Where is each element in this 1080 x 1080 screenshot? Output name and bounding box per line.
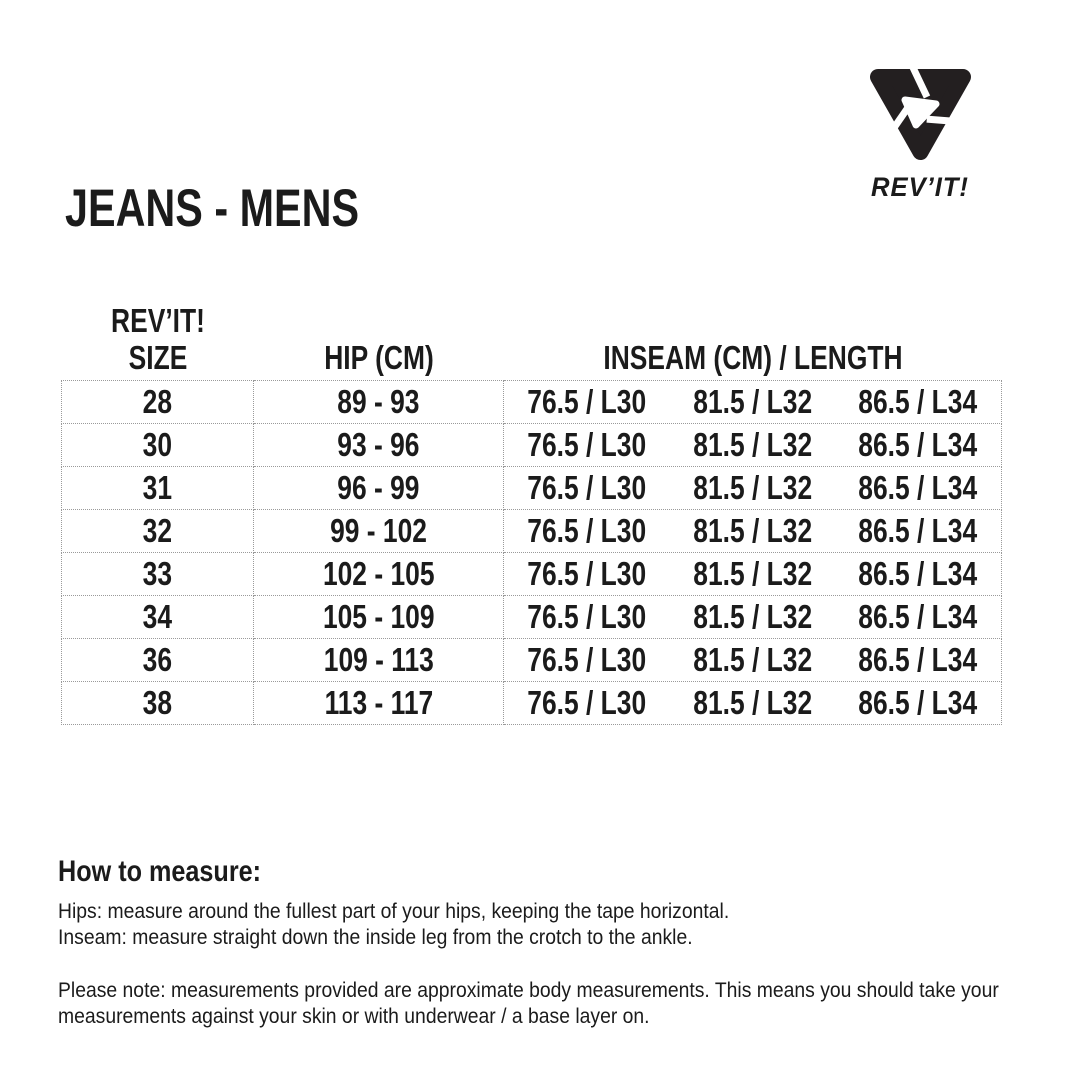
size-value: 32	[142, 512, 173, 549]
size-value: 36	[142, 641, 173, 678]
inseam-cell	[504, 467, 1002, 510]
instruction-line: Inseam: measure straight down the inside leg from the crotch to the ankle.	[58, 925, 693, 949]
brand-logo	[845, 61, 995, 203]
hip-cell	[254, 424, 504, 467]
brand-wordmark: REV’IT!	[871, 172, 969, 202]
instruction-lines	[58, 898, 1080, 950]
size-row-31	[62, 467, 1002, 510]
note-lines	[58, 977, 1080, 1029]
size-value: 31	[142, 469, 173, 506]
size-table-body	[62, 381, 1002, 725]
hip-cell	[254, 381, 504, 424]
size-value: 28	[142, 383, 173, 420]
inseam-value: 76.5 / L30	[527, 383, 647, 420]
hip-cell	[254, 467, 504, 510]
page-title: JEANS - MENS	[65, 179, 360, 238]
inseam-value: 86.5 / L34	[858, 383, 978, 420]
inseam-value: 76.5 / L30	[527, 426, 647, 463]
hip-cell	[254, 639, 504, 682]
how-to-measure-section	[58, 856, 1080, 1029]
size-row-32	[62, 510, 1002, 553]
hip-cell	[254, 682, 504, 725]
inseam-value: 86.5 / L34	[858, 426, 978, 463]
inseam-value: 86.5 / L34	[858, 684, 978, 721]
size-cell	[62, 381, 254, 424]
size-value: 33	[142, 555, 173, 592]
size-table-header	[62, 299, 1002, 381]
inseam-value: 86.5 / L34	[858, 641, 978, 678]
hip-value: 113 - 117	[324, 684, 433, 721]
revit-shield-icon	[863, 61, 978, 163]
header-row	[62, 299, 1002, 381]
size-column-header	[62, 299, 254, 381]
size-cell	[62, 424, 254, 467]
inseam-cell	[504, 510, 1002, 553]
size-row-33	[62, 553, 1002, 596]
size-cell	[62, 682, 254, 725]
inseam-value: 81.5 / L32	[693, 684, 812, 721]
hip-value: 89 - 93	[337, 383, 420, 420]
hip-value: 99 - 102	[330, 512, 427, 549]
inseam-value: 81.5 / L32	[693, 469, 812, 506]
inseam-value: 86.5 / L34	[858, 469, 978, 506]
inseam-cell	[504, 381, 1002, 424]
size-cell	[62, 553, 254, 596]
note-line: Please note: measurements provided are approximate body measurements. This means you should take your	[58, 978, 999, 1002]
size-header-label: SIZE	[128, 339, 187, 376]
inseam-value: 76.5 / L30	[527, 555, 647, 592]
hip-cell	[254, 596, 504, 639]
hip-value: 105 - 109	[322, 598, 435, 635]
size-cell	[62, 639, 254, 682]
inseam-cell	[504, 639, 1002, 682]
size-cell	[62, 596, 254, 639]
hip-value: 109 - 113	[323, 641, 434, 678]
inseam-value: 76.5 / L30	[527, 641, 647, 678]
inseam-column-header: INSEAM (CM) / LENGTH	[602, 339, 903, 376]
size-row-38	[62, 682, 1002, 725]
inseam-value: 81.5 / L32	[693, 598, 812, 635]
size-value: 34	[142, 598, 173, 635]
inseam-value: 86.5 / L34	[858, 512, 978, 549]
inseam-value: 76.5 / L30	[527, 598, 647, 635]
inseam-value: 86.5 / L34	[858, 555, 978, 592]
inseam-cell	[504, 553, 1002, 596]
instruction-line: Hips: measure around the fullest part of your hips, keeping the tape horizontal.	[58, 899, 730, 923]
hip-value: 93 - 96	[337, 426, 420, 463]
size-row-34	[62, 596, 1002, 639]
hip-cell	[254, 510, 504, 553]
size-value: 38	[142, 684, 173, 721]
inseam-value: 81.5 / L32	[693, 641, 812, 678]
inseam-cell	[504, 424, 1002, 467]
inseam-value: 76.5 / L30	[527, 512, 647, 549]
inseam-value: 81.5 / L32	[693, 555, 812, 592]
inseam-cell	[504, 682, 1002, 725]
size-row-30	[62, 424, 1002, 467]
size-row-28	[62, 381, 1002, 424]
inseam-value: 76.5 / L30	[527, 469, 647, 506]
size-cell	[62, 510, 254, 553]
size-cell	[62, 467, 254, 510]
note-line: measurements against your skin or with underwear / a base layer on.	[58, 1004, 650, 1028]
size-header-brand: REV’IT!	[110, 302, 205, 339]
size-value: 30	[142, 426, 173, 463]
size-row-36	[62, 639, 1002, 682]
size-table	[61, 299, 1002, 725]
inseam-value: 76.5 / L30	[527, 684, 647, 721]
hip-column-header: HIP (CM)	[323, 339, 434, 376]
inseam-cell	[504, 596, 1002, 639]
hip-value: 102 - 105	[322, 555, 435, 592]
inseam-value: 81.5 / L32	[693, 512, 812, 549]
inseam-value: 86.5 / L34	[858, 598, 978, 635]
how-to-measure-heading: How to measure:	[58, 855, 262, 888]
hip-value: 96 - 99	[337, 469, 420, 506]
hip-cell	[254, 553, 504, 596]
inseam-value: 81.5 / L32	[693, 426, 812, 463]
inseam-value: 81.5 / L32	[693, 383, 812, 420]
